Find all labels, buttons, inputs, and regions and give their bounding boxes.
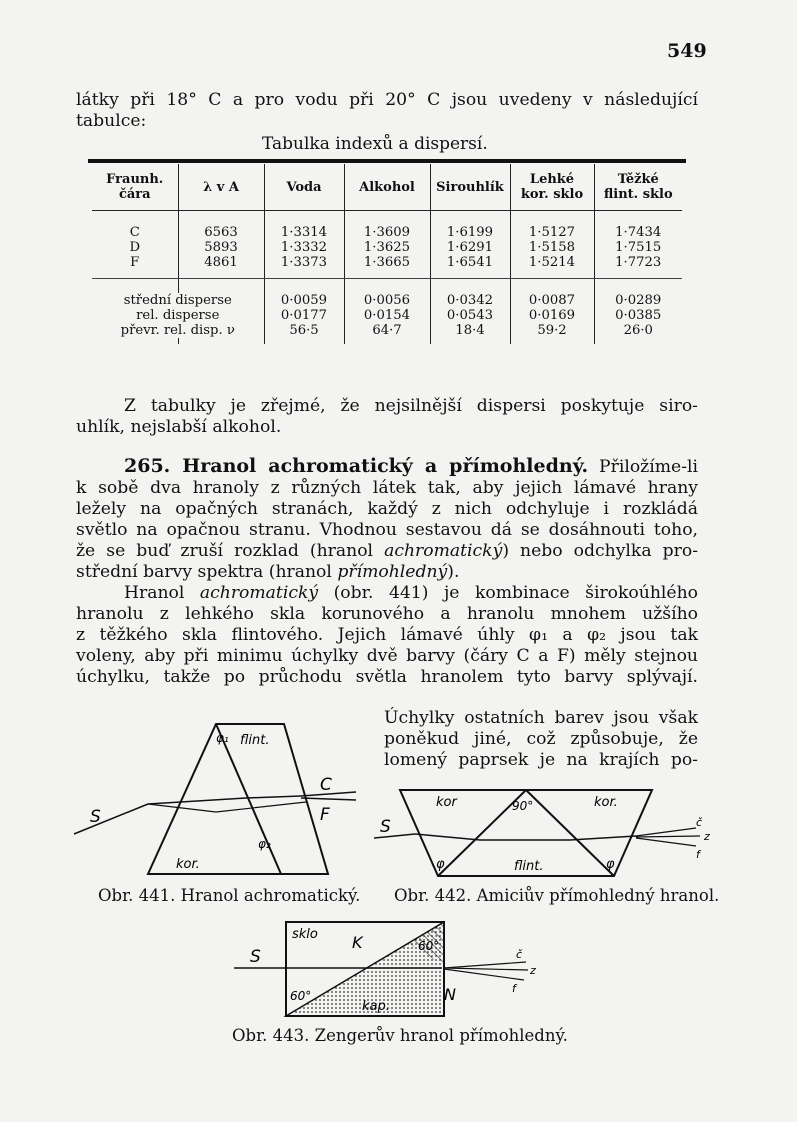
cell: 1·7515 <box>594 240 682 255</box>
col-header-crown-glass: Lehké kor. sklo <box>510 164 594 211</box>
paragraph-line: poněkud jiné, což způsobuje, že <box>384 729 698 749</box>
cell: 1·6291 <box>430 240 510 255</box>
ray-z <box>636 836 700 837</box>
ray-f <box>301 798 356 800</box>
cell: 0·0154 <box>344 308 430 323</box>
cell: D <box>129 240 141 255</box>
cell: 0·0289 <box>594 293 682 308</box>
table-header-row <box>92 164 682 211</box>
cell: 59·2 <box>510 323 594 338</box>
label-c: č <box>516 948 523 961</box>
table-top-rule <box>88 159 686 163</box>
ray-c <box>444 962 526 968</box>
label-c: C <box>320 775 332 795</box>
cell: 0·0543 <box>430 308 510 323</box>
ray-z <box>444 968 528 970</box>
cell: 1·3609 <box>344 225 430 240</box>
label-s: S <box>250 947 261 967</box>
figure-442-caption: Obr. 442. Amiciův přímohledný hranol. <box>394 886 720 905</box>
label-angle-top: 60° <box>418 939 440 953</box>
ray-inside-2 <box>216 802 306 812</box>
col-header-fraunhofer: Fraunh. čára <box>106 172 164 202</box>
label-s: S <box>380 817 391 837</box>
label-kor-right: kor. <box>594 795 618 810</box>
cell: 18·4 <box>430 323 510 338</box>
label-s: S <box>90 807 101 827</box>
paragraph-line: střední barvy spektra (hranol přímohledný). <box>76 562 460 582</box>
label-phi2: φ₂ <box>258 837 271 851</box>
paragraph-line: úchylku, takže po průchodu světla hranolem tyto barvy splývají. <box>76 667 698 687</box>
figure-441-achromatic-prism <box>66 716 366 882</box>
figure-442-amici-prism <box>370 780 722 886</box>
conclusion-line: uhlík, nejslabší alkohol. <box>76 417 282 437</box>
cell: 1·5214 <box>510 255 594 270</box>
cell: 0·0059 <box>264 293 344 308</box>
conclusion-line: Z tabulky je zřejmé, že nejsilnější dispersi poskytuje siro- <box>124 396 698 416</box>
cell: 1·3314 <box>264 225 344 240</box>
ray-c <box>636 828 696 836</box>
label-c: č <box>696 816 703 829</box>
label-z: z <box>530 964 536 977</box>
label-k: K <box>352 933 363 952</box>
row-label: převr. rel. disp. ν <box>120 323 235 338</box>
conclusion-paragraph <box>76 396 698 438</box>
cell: C <box>129 225 140 240</box>
label-sklo: sklo <box>292 927 318 942</box>
cell: 1·3625 <box>344 240 430 255</box>
label-kap: kap. <box>362 999 390 1014</box>
cell: 4861 <box>178 255 264 270</box>
label-angle-bottom: 60° <box>290 989 312 1003</box>
label-z: z <box>704 830 710 843</box>
table-row-d <box>92 240 682 255</box>
paragraph-line: že se buď zruší rozklad (hranol achromatický) nebo odchylka pro- <box>76 541 698 561</box>
figure-441-caption: Obr. 441. Hranol achromatický. <box>98 886 361 905</box>
col-header-water: Voda <box>264 164 344 211</box>
section-first-line <box>76 456 698 478</box>
table-row-reciprocal-dispersion <box>92 323 682 338</box>
cell: 0·0385 <box>594 308 682 323</box>
paragraph-line: lomený paprsek je na krajích po- <box>384 750 698 770</box>
label-f: F <box>320 805 330 825</box>
cell: 1·6199 <box>430 225 510 240</box>
label-f: f <box>696 848 700 861</box>
dispersion-table <box>92 164 682 344</box>
page-number: 549 <box>667 40 707 62</box>
paragraph-text: Přiložíme-li <box>599 457 698 477</box>
cell: 1·7723 <box>594 255 682 270</box>
cell: 6563 <box>178 225 264 240</box>
intro-line: tabulce: <box>76 111 147 131</box>
label-kor: kor. <box>176 857 200 872</box>
col-header-carbon-disulfide: Sirouhlík <box>430 164 510 211</box>
cell: 64·7 <box>344 323 430 338</box>
table-row-rel-dispersion <box>92 308 682 323</box>
table-row-f <box>92 255 682 270</box>
table-row-mean-dispersion <box>92 293 682 308</box>
cell: 1·3373 <box>264 255 344 270</box>
paragraph-line: hranolu z lehkého skla korunového a hranolu mnohem užšího <box>76 604 698 624</box>
cell: 1·5127 <box>510 225 594 240</box>
cell: 0·0087 <box>510 293 594 308</box>
table-row-c <box>92 225 682 240</box>
cell: F <box>130 255 140 270</box>
intro-line: látky při 18° C a pro vodu při 20° C jsou uvedeny v následující <box>76 90 698 110</box>
ray-inside <box>246 796 301 798</box>
ray-inside <box>570 836 636 840</box>
cell: 1·5158 <box>510 240 594 255</box>
cell: 0·0169 <box>510 308 594 323</box>
cell: 0·0177 <box>264 308 344 323</box>
cell: 56·5 <box>264 323 344 338</box>
col-header-flint-glass: Těžké flint. sklo <box>594 164 682 211</box>
ray-inside <box>148 798 246 804</box>
label-angle: 90° <box>512 799 534 813</box>
cell: 0·0056 <box>344 293 430 308</box>
cell: 0·0342 <box>430 293 510 308</box>
paragraph-line: Úchylky ostatních barev jsou však <box>384 708 698 728</box>
label-phi-right: φ <box>606 857 615 872</box>
figure-443-caption: Obr. 443. Zengerův hranol přímohledný. <box>232 1026 568 1045</box>
paragraph-line: k sobě dva hranoly z různých látek tak, aby jejich lámavé hrany <box>76 478 698 498</box>
label-phi-left: φ <box>436 857 445 872</box>
ray-f <box>636 838 696 846</box>
label-kor-left: kor <box>436 795 457 810</box>
paragraph-line: světlo na opačnou stranu. Vhodnou sestavou dá se dosáhnouti toho, <box>76 520 698 540</box>
intro-paragraph <box>76 90 698 132</box>
ray-f <box>444 969 524 980</box>
cell: 1·3665 <box>344 255 430 270</box>
ray-inside <box>415 834 480 840</box>
table-title: Tabulka indexů a dispersí. <box>262 134 488 154</box>
col-header-alcohol: Alkohol <box>344 164 430 211</box>
ray-inside-2 <box>148 804 216 812</box>
figure-443-zenger-prism <box>230 918 560 1022</box>
section-265 <box>76 456 698 688</box>
row-label: rel. disperse <box>136 308 220 323</box>
section-heading: 265. Hranol achromatický a přímohledný. <box>124 455 589 477</box>
label-n: N <box>444 985 456 1004</box>
cell: 1·3332 <box>264 240 344 255</box>
incident-ray <box>74 804 148 834</box>
cell: 5893 <box>178 240 264 255</box>
cell: 1·7434 <box>594 225 682 240</box>
paragraph-line: z těžkého skla flintového. Jejich lámavé úhly φ₁ a φ₂ jsou tak <box>76 625 698 645</box>
cell: 1·6541 <box>430 255 510 270</box>
label-flint: flint. <box>514 859 544 874</box>
paragraph-line: voleny, aby při minimu úchylky dvě barvy (čáry C a F) měly stejnou <box>76 646 698 666</box>
label-flint: flint. <box>240 733 270 748</box>
row-label: střední disperse <box>123 293 232 308</box>
label-phi1: φ₁ <box>216 731 229 745</box>
cell: 26·0 <box>594 323 682 338</box>
paragraph-line: Hranol achromatický (obr. 441) je kombinace širokoúhlého <box>124 583 698 603</box>
label-f: f <box>512 982 516 995</box>
paragraph-line: ležely na opačných stranách, každý z nich odchyluje i rozkládá <box>76 499 698 519</box>
section-right-column <box>384 708 698 771</box>
col-header-wavelength: λ v A <box>178 164 264 211</box>
